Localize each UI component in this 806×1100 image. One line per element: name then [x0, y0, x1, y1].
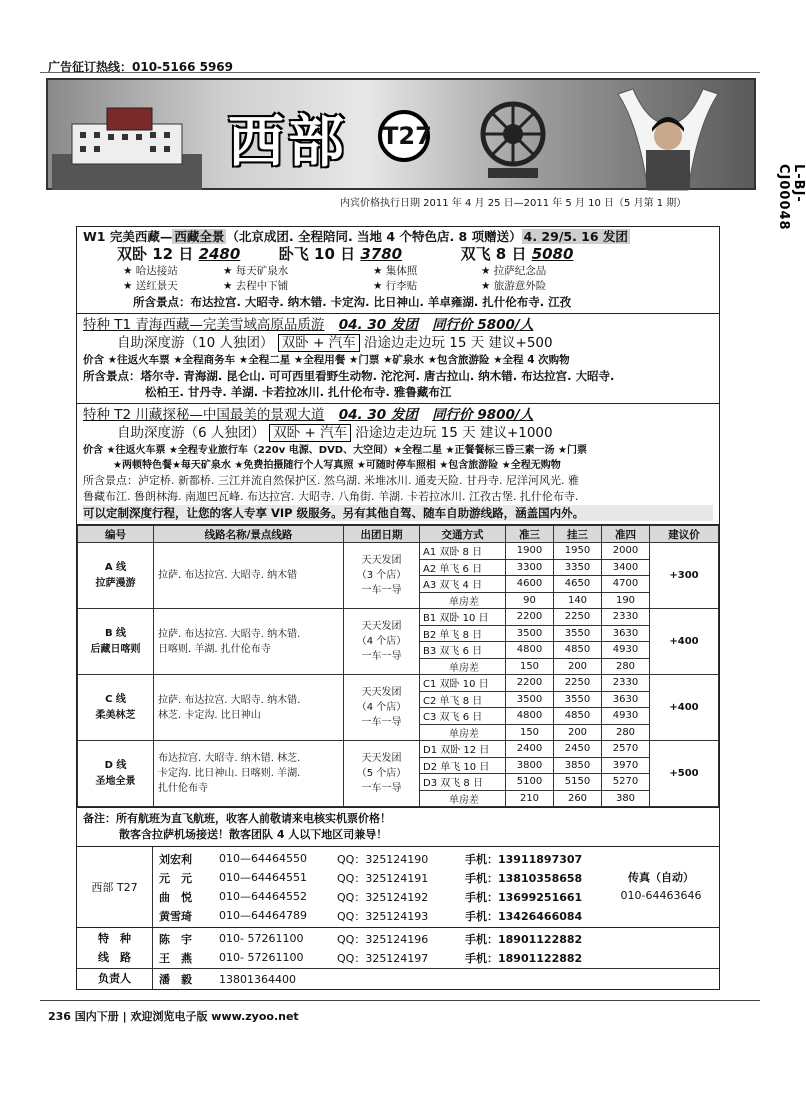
contacts-main [77, 847, 719, 928]
contact-name: 刘宏利 [159, 852, 192, 866]
route-sights-cell [154, 609, 344, 675]
route-sights-line: 林芝. 卡定沟. 比日神山 [158, 709, 261, 721]
transport-cell: A1 双卧 8 日 [420, 543, 506, 560]
route-sights-line: 布达拉宫. 大昭寺. 纳木错. 林芝. [158, 753, 301, 764]
t1-date: 04. 30 发团 [338, 317, 418, 333]
logo-text: 西部 [228, 109, 348, 175]
t2-sub-row [83, 424, 713, 443]
price-cell: 4700 [602, 576, 650, 593]
contact-qq: QQ：325124196 [337, 932, 429, 946]
people-table [159, 849, 603, 925]
column-header: 交通方式 [420, 526, 506, 543]
t2-date: 04. 30 发团 [338, 407, 418, 423]
transport-cell: 单房差 [420, 658, 506, 675]
special-label-1: 特 种 [98, 932, 131, 945]
w1-dates: 4. 29/5. 16 发团 [523, 229, 628, 244]
price-cell: 4930 [602, 642, 650, 659]
note-1: 备注：所有航班为直飞航班，收客人前敬请来电核实机票价格！ [83, 812, 391, 825]
t1-title: 特种 T1 青海西藏—完美雪域高原品质游 [83, 317, 325, 333]
column-header: 准三 [506, 526, 554, 543]
departure-line: 一车一导 [361, 717, 402, 728]
contact-tel: 010—64464551 [219, 871, 307, 884]
w1-gift: ★ 行李贴 [373, 280, 418, 292]
tibetan-woman-image [608, 84, 728, 190]
departure-line: 一车一导 [361, 651, 402, 662]
w1-title-row [83, 229, 713, 245]
suggested-price-cell: +400 [650, 675, 719, 741]
t2-section [77, 404, 719, 525]
manager-row [77, 969, 719, 989]
route-sights-cell [154, 543, 344, 609]
route-sights-line: 拉萨. 布达拉宫. 大昭寺. 纳木错. [158, 694, 301, 706]
price-cell: 210 [506, 790, 554, 807]
w1-price-label-2: 卧飞 10 日 [278, 245, 356, 263]
route-sights-line: 卡定沟. 比日神山. 日喀则. 羊湖. [158, 768, 301, 779]
price-cell: 2200 [506, 675, 554, 692]
price-cell: 2570 [602, 741, 650, 758]
potala-palace-image [52, 94, 202, 190]
w1-gift: ★ 哈达接站 [123, 265, 178, 277]
departure-cell [344, 675, 420, 741]
route-sights-cell [154, 741, 344, 807]
w1-gift: ★ 送红景天 [123, 280, 178, 292]
price-cell: 2000 [602, 543, 650, 560]
contact-tel: 010—64464550 [219, 852, 307, 865]
price-cell: 200 [554, 724, 602, 741]
column-header: 准四 [602, 526, 650, 543]
price-cell: 150 [506, 658, 554, 675]
price-table [77, 525, 719, 807]
logo-number: T27 [378, 110, 430, 162]
route-code: D 线 [104, 759, 127, 771]
departure-line: （3 个店） [356, 570, 407, 581]
transport-cell: C3 双飞 6 日 [420, 708, 506, 725]
contact-row [159, 887, 603, 906]
w1-gift: ★ 集体照 [373, 265, 418, 277]
manager-label: 负责人 [77, 969, 153, 989]
special-people [153, 928, 582, 968]
contact-qq: QQ：325124191 [337, 871, 429, 885]
contact-row [159, 929, 582, 948]
contact-qq: QQ：325124190 [337, 852, 429, 866]
w1-price-3: 5080 [531, 245, 574, 263]
contact-name: 王 燕 [159, 951, 192, 965]
route-name: 后藏日喀则 [90, 643, 141, 655]
column-header: 编号 [78, 526, 154, 543]
price-cell: 5100 [506, 774, 554, 791]
contact-name: 黄雪琦 [159, 909, 192, 923]
w1-price-label-3: 双飞 8 日 [460, 245, 527, 263]
t2-note: 可以定制深度行程，让您的客人专享 VIP 级服务。另有其他自驾、随车自助游线路，涵盖国内外。 [83, 505, 713, 521]
transport-cell: B2 单飞 8 日 [420, 625, 506, 642]
departure-line: 天天发团 [361, 555, 402, 566]
special-contacts [77, 928, 719, 969]
price-cell: 3970 [602, 757, 650, 774]
price-cell: 280 [602, 724, 650, 741]
price-cell: 3630 [602, 625, 650, 642]
route-sights-line: 拉萨. 布达拉宫. 大昭寺. 纳木错 [158, 570, 298, 581]
footer: 236 国内下册 | 欢迎浏览电子版 www.zyoo.net [48, 1010, 299, 1023]
w1-price-label-1: 双卧 12 日 [117, 245, 194, 263]
transport-cell: C1 双卧 10 日 [420, 675, 506, 692]
w1-gift: ★ 去程中下铺 [223, 280, 289, 292]
column-header: 出团日期 [344, 526, 420, 543]
price-cell: 2200 [506, 609, 554, 626]
note-2: 散客含拉萨机场接送！散客团队 4 人以下地区司兼导！ [119, 828, 388, 841]
route-code-cell [78, 609, 154, 675]
price-cell: 2450 [554, 741, 602, 758]
contact-mobile: 手机：18901122882 [465, 932, 583, 946]
t1-sights-2: 松柏王. 甘丹寺. 羊湖. 卡若拉冰川. 扎什伦布寺. 雅鲁藏布江 [145, 385, 452, 399]
t2-includes-2: ★两顿特色餐★每天矿泉水 ★免费拍摄随行个人写真照 ★可随时停车照相 ★包含旅游险 ★全程无购物 [113, 460, 561, 471]
price-date-line: 内宾价格执行日期 2011 年 4 月 25 日—2011 年 5 月 10 日（5 月第 1 期） [340, 198, 687, 209]
price-cell: 4800 [506, 642, 554, 659]
dharma-wheel-image [468, 92, 558, 182]
price-cell: 3850 [554, 757, 602, 774]
price-cell: 140 [554, 592, 602, 609]
transport-cell: D1 双卧 12 日 [420, 741, 506, 758]
price-cell: 4600 [506, 576, 554, 593]
w1-prices [83, 245, 713, 264]
price-cell: 1900 [506, 543, 554, 560]
route-code-cell [78, 741, 154, 807]
price-cell: 3300 [506, 559, 554, 576]
contact-qq: QQ：325124197 [337, 951, 429, 965]
contact-mobile: 手机：13810358658 [465, 871, 583, 885]
contacts-group-label: 西部 T27 [77, 847, 153, 927]
transport-cell: 单房差 [420, 592, 506, 609]
contact-tel: 010- 57261100 [219, 951, 304, 964]
contact-tel: 010—64464789 [219, 909, 307, 922]
price-cell: 150 [506, 724, 554, 741]
main-frame [76, 226, 720, 990]
route-sights-line: 拉萨. 布达拉宫. 大昭寺. 纳木错. [158, 628, 301, 640]
transport-cell: D3 双飞 8 日 [420, 774, 506, 791]
price-cell: 4850 [554, 708, 602, 725]
t1-sub2: 双卧 + 汽车 [278, 334, 360, 352]
fax-box [603, 847, 719, 927]
price-cell: 3500 [506, 691, 554, 708]
price-cell: 3500 [506, 625, 554, 642]
t1-includes: 价含 ★往返火车票 ★全程商务车 ★全程二星 ★全程用餐 ★门票 ★矿泉水 ★包含旅游险 ★全程 4 次购物 [83, 354, 570, 366]
t1-sights-1: 所含景点：塔尔寺. 青海湖. 昆仑山. 可可西里看野生动物. 沱沱河. 唐古拉山. 纳木错. 布达拉宫. 大昭寺. [83, 369, 615, 383]
t1-title-row [83, 316, 713, 334]
price-cell: 5270 [602, 774, 650, 791]
t2-title: 特种 T2 川藏探秘—中国最美的景观大道 [83, 407, 325, 423]
table-row [78, 675, 719, 692]
w1-gift: ★ 每天矿泉水 [223, 265, 289, 277]
departure-line: （4 个店） [356, 702, 407, 713]
price-cell: 4650 [554, 576, 602, 593]
special-label-2: 线 路 [98, 951, 131, 964]
route-code: A 线 [104, 561, 127, 573]
suggested-price-cell: +300 [650, 543, 719, 609]
contact-name: 曲 悦 [159, 890, 192, 904]
column-header: 挂三 [554, 526, 602, 543]
contact-tel: 010- 57261100 [219, 932, 304, 945]
t1-sub3: 沿途边走边玩 15 天 建议+500 [363, 335, 553, 351]
transport-cell: 单房差 [420, 790, 506, 807]
price-cell: 3400 [602, 559, 650, 576]
price-cell: 380 [602, 790, 650, 807]
contact-mobile: 手机：18901122882 [465, 951, 583, 965]
t2-sub2: 双卧 + 汽车 [269, 424, 351, 442]
price-cell: 200 [554, 658, 602, 675]
price-cell: 1950 [554, 543, 602, 560]
price-cell: 3550 [554, 625, 602, 642]
price-cell: 5150 [554, 774, 602, 791]
price-cell: 260 [554, 790, 602, 807]
t2-sub3: 沿途边走边玩 15 天 建议+1000 [355, 425, 553, 441]
route-sights-line: 扎什伦布寺 [158, 783, 208, 794]
w1-desc: （北京成团. 全程陪同. 当地 4 个特色店. 8 项赠送） [226, 229, 522, 244]
w1-gifts-row-1 [83, 264, 713, 279]
price-cell: 280 [602, 658, 650, 675]
w1-price-1: 2480 [198, 245, 241, 263]
price-cell: 4850 [554, 642, 602, 659]
price-cell: 90 [506, 592, 554, 609]
t2-sights-2: 鲁藏布江. 鲁朗林海. 南迦巴瓦峰. 布达拉宫. 大昭寺. 八角街. 羊湖. 卡若拉冰川. 江孜古堡. 扎什伦布寺. [83, 490, 579, 503]
t2-sub1: 自助深度游（6 人独团） [117, 425, 265, 441]
route-sights-cell [154, 675, 344, 741]
price-table-section [77, 525, 719, 808]
departure-line: 一车一导 [361, 585, 402, 596]
departure-line: （4 个店） [356, 636, 407, 647]
contact-row [159, 906, 603, 925]
contact-mobile: 手机：13911897307 [465, 852, 583, 866]
transport-cell: B1 双卧 10 日 [420, 609, 506, 626]
t1-section [77, 314, 719, 404]
table-header-row [78, 526, 719, 543]
manager-name: 潘 毅 [159, 973, 192, 986]
t1-sub-row [83, 334, 713, 353]
departure-line: 天天发团 [361, 687, 402, 698]
w1-sights: 所含景点：布达拉宫. 大昭寺. 纳木错. 卡定沟. 比日神山. 羊卓雍湖. 扎什伦布寺. 江孜 [133, 295, 572, 309]
fax-label: 传真（自动） [628, 871, 694, 884]
price-cell: 2400 [506, 741, 554, 758]
fax-number: 010-64463646 [620, 889, 702, 902]
t2-includes-1: 价含 ★往返火车票 ★全程专业旅行车（220v 电源、DVD、大空间）★全程二星 ★正餐餐标三昏三素一汤 ★门票 [83, 445, 587, 456]
contact-row [159, 849, 603, 868]
w1-name-highlight: 西藏全景 [174, 229, 225, 244]
contacts-people [153, 847, 603, 927]
w1-name: W1 完美西藏— [83, 229, 173, 244]
route-code: B 线 [104, 627, 127, 639]
price-cell: 2330 [602, 609, 650, 626]
w1-gifts-row-2 [83, 279, 713, 294]
transport-cell: B3 双飞 6 日 [420, 642, 506, 659]
bottom-divider [40, 1000, 760, 1001]
side-code: L-BJ-CJ00048 [776, 164, 806, 231]
table-row [78, 543, 719, 560]
price-cell: 3550 [554, 691, 602, 708]
w1-section [77, 227, 719, 314]
transport-cell: C2 单飞 8 日 [420, 691, 506, 708]
column-header: 线路名称/景点线路 [154, 526, 344, 543]
transport-cell: A2 单飞 6 日 [420, 559, 506, 576]
contact-qq: QQ：325124192 [337, 890, 429, 904]
contact-tel: 010—64464552 [219, 890, 307, 903]
departure-line: 天天发团 [361, 753, 402, 764]
top-divider [40, 72, 760, 73]
price-cell: 190 [602, 592, 650, 609]
contact-mobile: 手机：13426466084 [465, 909, 583, 923]
departure-line: 天天发团 [361, 621, 402, 632]
price-cell: 2330 [602, 675, 650, 692]
route-sights-line: 日喀则. 羊湖. 扎什伦布寺 [158, 643, 271, 655]
contacts-section [77, 847, 719, 989]
route-name: 柔美林芝 [95, 709, 136, 721]
t2-sights-1: 所含景点：泸定桥. 新都桥. 三江并流自然保护区. 然乌湖. 米堆冰川. 通麦天险. 甘丹寺. 尼洋河风光. 雅 [83, 474, 579, 487]
contact-qq: QQ：325124193 [337, 909, 429, 923]
transport-cell: D2 单飞 10 日 [420, 757, 506, 774]
t1-sub1: 自助深度游（10 人独团） [117, 335, 274, 351]
special-table [159, 929, 582, 967]
price-cell: 3350 [554, 559, 602, 576]
notes-section [77, 808, 719, 847]
route-name: 拉萨漫游 [95, 577, 136, 589]
departure-line: 一车一导 [361, 783, 402, 794]
w1-gift: ★ 旅游意外险 [481, 280, 547, 292]
route-code-cell [78, 675, 154, 741]
departure-cell [344, 609, 420, 675]
suggested-price-cell: +500 [650, 741, 719, 807]
route-name: 圣地全景 [95, 775, 136, 787]
price-cell: 4930 [602, 708, 650, 725]
suggested-price-cell: +400 [650, 609, 719, 675]
route-code: C 线 [105, 693, 126, 705]
special-label [77, 928, 153, 968]
contact-row [159, 868, 603, 887]
t1-price: 同行价 5800/人 [432, 317, 534, 333]
transport-cell: A3 双飞 4 日 [420, 576, 506, 593]
manager-phone: 13801364400 [219, 972, 296, 986]
price-cell: 3630 [602, 691, 650, 708]
hotline: 广告征订热线：010-5166 5969 [48, 60, 234, 74]
price-cell: 2250 [554, 675, 602, 692]
price-cell: 4800 [506, 708, 554, 725]
departure-cell [344, 543, 420, 609]
contact-mobile: 手机：13699251661 [465, 890, 583, 904]
w1-price-2: 3780 [360, 245, 403, 263]
table-row [78, 741, 719, 758]
column-header: 建议价 [650, 526, 719, 543]
t2-price: 同行价 9800/人 [432, 407, 534, 423]
contact-name: 元 元 [159, 871, 192, 885]
route-code-cell [78, 543, 154, 609]
transport-cell: 单房差 [420, 724, 506, 741]
price-cell: 3800 [506, 757, 554, 774]
contact-name: 陈 宇 [159, 932, 192, 946]
contact-row [159, 948, 582, 967]
departure-line: （5 个店） [356, 768, 407, 779]
price-cell: 2250 [554, 609, 602, 626]
w1-gift: ★ 拉萨纪念品 [481, 265, 547, 277]
t2-title-row [83, 406, 713, 424]
departure-cell [344, 741, 420, 807]
table-row [78, 609, 719, 626]
